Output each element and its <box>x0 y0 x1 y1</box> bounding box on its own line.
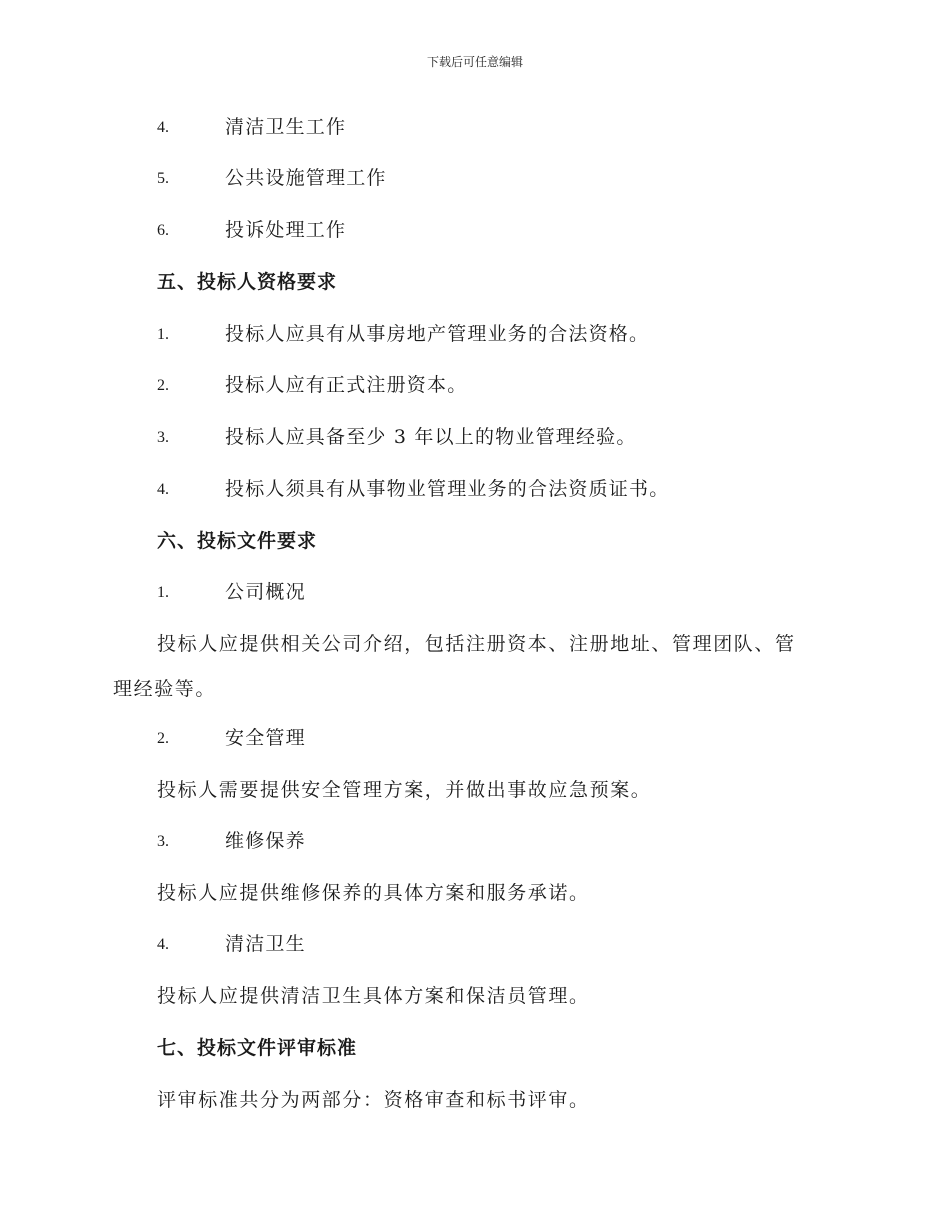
item-text: 投标人应具备至少 3 年以上的物业管理经验。 <box>225 426 637 448</box>
item-number: 3. <box>157 833 169 850</box>
paragraph: 投标人应提供维修保养的具体方案和服务承诺。 <box>157 882 590 904</box>
item-number: 3. <box>157 429 169 446</box>
paragraph: 投标人应提供清洁卫生具体方案和保洁员管理。 <box>157 985 590 1007</box>
item-number: 6. <box>157 222 169 239</box>
item-text: 公共设施管理工作 <box>225 167 387 189</box>
item-text: 投诉处理工作 <box>225 219 347 241</box>
item-text: 安全管理 <box>225 727 306 749</box>
item-text: 清洁卫生 <box>225 933 306 955</box>
paragraph: 投标人应提供相关公司介绍，包括注册资本、注册地址、管理团队、管 <box>157 633 796 655</box>
item-number: 4. <box>157 119 169 136</box>
section-heading: 五、投标人资格要求 <box>157 271 338 293</box>
item-number: 1. <box>157 326 169 343</box>
page-header: 下载后可任意编辑 <box>426 55 523 69</box>
item-text: 清洁卫生工作 <box>225 116 347 138</box>
item-text: 投标人应有正式注册资本。 <box>225 374 468 396</box>
item-text: 投标人应具有从事房地产管理业务的合法资格。 <box>225 323 650 345</box>
item-number: 4. <box>157 936 169 953</box>
item-number: 4. <box>157 481 169 498</box>
item-number: 5. <box>157 170 169 187</box>
section-heading: 七、投标文件评审标准 <box>157 1037 358 1059</box>
paragraph-continuation: 理经验等。 <box>113 678 217 700</box>
item-text: 公司概况 <box>225 581 306 603</box>
paragraph: 评审标准共分为两部分：资格审查和标书评审。 <box>157 1089 590 1111</box>
item-text: 投标人须具有从事物业管理业务的合法资质证书。 <box>225 478 670 500</box>
item-text: 维修保养 <box>225 830 306 852</box>
section-heading: 六、投标文件要求 <box>157 530 318 552</box>
paragraph: 投标人需要提供安全管理方案，并做出事故应急预案。 <box>157 779 652 801</box>
item-number: 2. <box>157 730 169 747</box>
item-number: 1. <box>157 584 169 601</box>
item-number: 2. <box>157 377 169 394</box>
